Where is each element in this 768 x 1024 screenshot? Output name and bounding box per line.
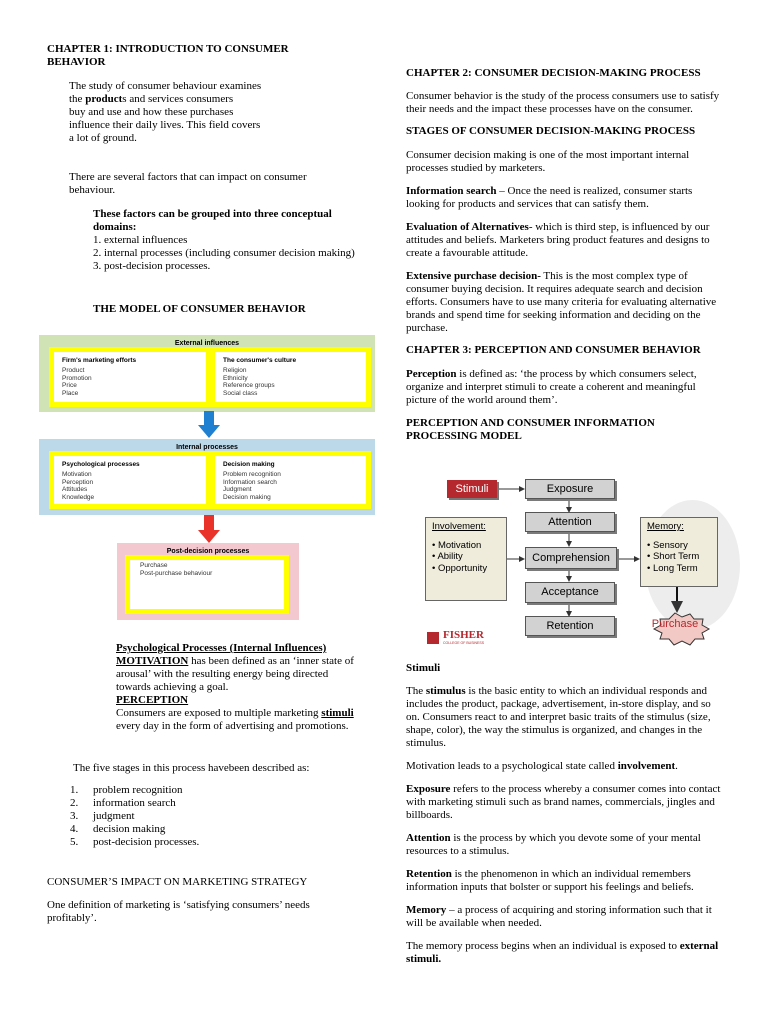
stimuli-heading: Stimuli [406,662,441,674]
intro-line: the products and services consumers [69,93,234,105]
memory-box [640,517,718,587]
chapter-3-title: CHAPTER 3: PERCEPTION AND CONSUMER BEHAVIOR [406,344,701,356]
stages-list [70,784,320,849]
stages-heading: STAGES OF CONSUMER DECISION-MAKING PROCESS [406,125,696,137]
culture-item: Social class [223,389,258,397]
purchase-label: Purchase [651,618,699,630]
domain-item: 3. post-decision processes. [93,260,211,272]
chapter-2-title: CHAPTER 2: CONSUMER DECISION-MAKING PROCESS [406,67,701,79]
right-column [406,67,726,443]
post-decision-inner [130,560,284,609]
memory-process-paragraph: The memory process begins when an individual is exposed to external stimuli. [406,940,719,965]
culture-item: Ethnicity [223,374,248,382]
psych-item: Perception [62,478,94,486]
right-column-lower [406,662,726,966]
model-heading: THE MODEL OF CONSUMER BEHAVIOR [93,303,306,315]
firm-marketing-title: Firm's marketing efforts [62,357,137,364]
memory-item: • Long Term [647,562,698,574]
decision-item: Information search [223,478,277,486]
list-item: 2. information search [70,797,176,809]
psychological-processes-box [54,456,206,504]
culture-item: Reference groups [223,382,275,389]
arrow-down-icon [197,515,221,544]
list-item: 3. judgment [70,810,135,822]
firm-item: Price [62,382,77,389]
post-decision-box [117,543,299,620]
internal-yellow-frame [49,451,371,509]
consumer-culture-title: The consumer's culture [223,357,297,364]
memory-paragraph: Memory – a process of acquiring and storing information such that it will be available when needed. [406,904,712,929]
psych-item: Knowledge [62,493,95,501]
perception-text: Consumers are exposed to multiple marketing [116,707,322,719]
exposure-paragraph: Exposure refers to the process whereby a consumer comes into contact with marketing stimuli such as brand names, commercials, jingles and billboards. [406,783,721,821]
consumer-culture-box [215,352,366,402]
decision-making-box [215,456,366,504]
firm-item: Promotion [62,374,92,382]
intro-line: The study of consumer behaviour examines [69,80,262,92]
perception-model-heading: PERCEPTION AND CONSUMER INFORMATION PROCESSING MODEL [406,417,655,442]
memory-item: • Short Term [647,551,700,562]
firm-marketing-box [54,352,206,402]
attention-paragraph: Attention is the process by which you devote some of your mental resources to a stimulus. [406,832,701,857]
perception-label: PERCEPTION [116,694,189,706]
perception-paragraph [116,707,356,733]
fisher-logo-icon [427,632,439,644]
psychological-processes-section [116,642,356,733]
involvement-item: • Opportunity [432,562,488,574]
impact-text: One definition of marketing is ‘satisfying consumers’ needs profitably’. [47,899,310,924]
arrow-down-icon [197,411,221,439]
list-item: 4. decision making [70,823,166,835]
stages-paragraph: Consumer decision making is one of the most important internal processes studied by marketers. [406,149,690,174]
psych-item: Motivation [62,471,92,478]
external-yellow-frame [49,347,371,407]
decision-item: Problem recognition [223,471,281,478]
post-decision-title: Post-decision processes [166,548,250,555]
info-search-paragraph: Information search – Once the need is realized, consumer starts looking for products and services that can satisfy them. [406,185,693,210]
internal-processes-box [39,439,375,515]
intro-line: a lot of ground. [69,132,137,144]
retention-paragraph: Retention is the phenomenon in which an individual remembers information inputs that bolster or support his feelings and beliefs. [406,868,694,893]
evaluation-paragraph: Evaluation of Alternatives- which is third step, is influenced by our attitudes and beliefs. Marketers bring product features and designs to create a favourable attitude. [406,221,710,259]
memory-title: Memory: [647,521,684,532]
perception-definition: Perception is defined as: ‘the process by which consumers select, organize and interpret stimuli to create a coherent and meaningful picture of the world around them’. [406,368,697,406]
post-yellow-frame [125,555,289,614]
involvement-item: • Motivation [432,539,482,551]
decision-making-title: Decision making [223,461,275,468]
five-stages-intro: The five stages in this process havebeen described as: [73,762,310,774]
extensive-paragraph: Extensive purchase decision- This is the most complex type of consumer buying decision. It requires adequate search and decision efforts. Consumers have to use many criteria for evaluating alternative brands and spend time for seeking information and deciding on the purchase. [406,270,717,334]
stimulus-paragraph: The stimulus is the basic entity to which an individual responds and includes the product, package, advertisement, in-store display, and so on. Consumers react to and interpret basic traits of the stimulus (size, shape, color), the way the stimulus is organized, and changes in the stimulus. [406,685,711,749]
memory-item: • Sensory [647,539,688,551]
firm-item: Product [62,367,85,374]
list-item: 5. post-decision processes. [70,836,200,848]
consumer-behavior-model-diagram [39,335,375,620]
domain-item: 2. internal processes (including consumer decision making) [93,247,355,259]
decision-item: Judgment [223,486,252,493]
attention-box: Attention [525,512,615,532]
impact-heading: CONSUMER’S IMPACT ON MARKETING STRATEGY [47,876,308,888]
comprehension-box: Comprehension [525,547,617,569]
motivation-paragraph [116,655,356,694]
post-item: Purchase [140,562,168,569]
domain-item: 1. external influences [93,234,188,246]
decision-item: Decision making [223,493,271,501]
acceptance-box: Acceptance [525,582,615,603]
intro-line: influence their daily lives. This field covers [69,119,261,131]
psychological-processes-title: Psychological processes [62,461,140,468]
post-item: Post-purchase behaviour [140,569,213,577]
fisher-logo-text: FISHER [443,629,484,641]
motivation-involvement-paragraph: Motivation leads to a psychological state called involvement. [406,760,678,772]
intro-line: buy and use and how these purchases [69,106,234,118]
firm-item: Place [62,389,79,397]
perception-text: every day in the form of advertising and promotions. [116,720,349,732]
psych-heading: Psychological Processes (Internal Influences) [116,642,327,654]
list-item: 1. problem recognition [70,784,183,796]
intro-paragraph [69,80,329,145]
chapter-1-title: CHAPTER 1: INTRODUCTION TO CONSUMER BEHAVIOR [47,43,289,68]
motivation-label: MOTIVATION [116,655,189,667]
internal-processes-title: Internal processes [176,444,238,451]
involvement-item: • Ability [432,551,463,562]
involvement-box [425,517,507,601]
culture-item: Religion [223,367,247,374]
psych-item: Attitudes [62,486,88,493]
involvement-title: Involvement: [432,521,486,532]
stimuli-term: stimuli [321,707,354,719]
domains-heading: These factors can be grouped into three conceptual domains: [93,208,332,233]
ch2-paragraph: Consumer behavior is the study of the process consumers use to satisfy their needs and the impact these processes have on the consumer. [406,90,720,115]
external-influences-title: External influences [174,340,240,347]
domains-block [93,208,358,273]
factors-intro: There are several factors that can impact on consumer behaviour. [69,171,307,196]
motivation-text: has been defined as an ‘inner state of arousal’ with the resulting energy being directed towards achieving a goal. [116,655,354,693]
stimuli-box: Stimuli [447,480,497,498]
retention-box: Retention [525,616,615,636]
perception-model-diagram [420,475,725,650]
external-influences-box [39,335,375,412]
fisher-logo-subtext: COLLEGE OF BUSINESS [443,641,485,645]
exposure-box: Exposure [525,479,615,499]
